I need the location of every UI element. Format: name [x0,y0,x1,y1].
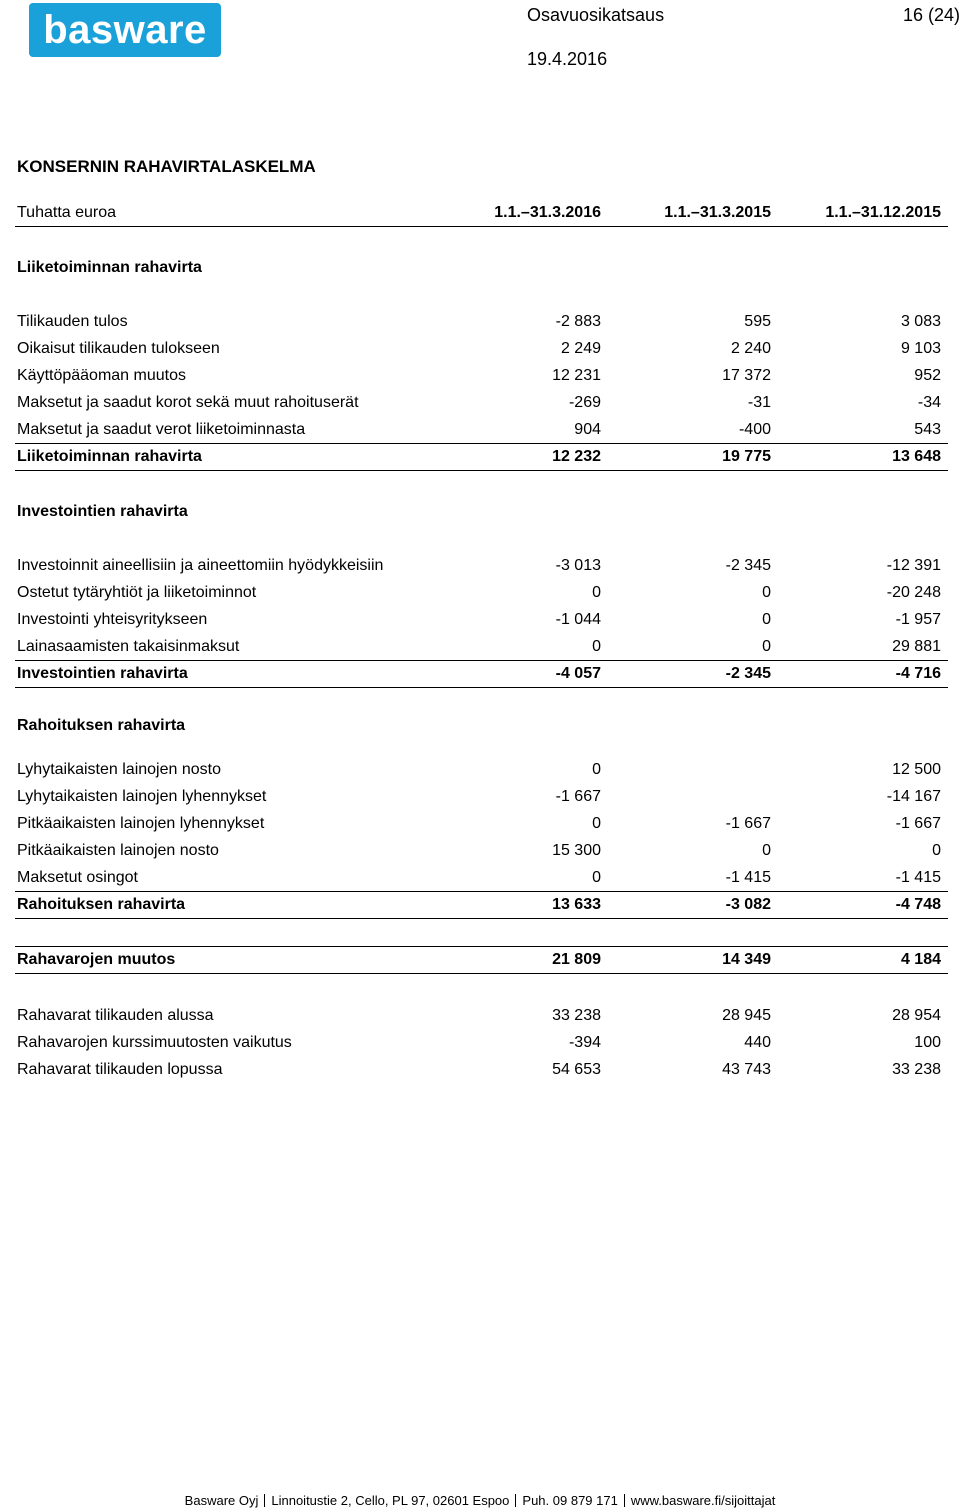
row-value: -34 [917,394,941,411]
row-value: 440 [744,1034,771,1051]
row-value: -269 [568,394,601,411]
row-value: -3 082 [725,896,771,913]
row-value: 543 [914,421,941,438]
row-value: 14 349 [722,951,771,968]
row-value: 17 372 [722,367,771,384]
row-value: -3 013 [555,557,601,574]
footer-phone: Puh. 09 879 171 [522,1493,618,1508]
row-label: Oikaisut tilikauden tulokseen [17,340,220,357]
row-value: 54 653 [552,1061,601,1078]
table-row [15,553,948,579]
row-value: 12 500 [892,761,941,778]
row-value: -1 957 [895,611,941,628]
row-value: -4 716 [895,665,941,682]
row-value: 100 [914,1034,941,1051]
row-value: 0 [592,761,601,778]
section-heading-financing: Rahoituksen rahavirta [17,717,186,734]
row-value: 29 881 [892,638,941,655]
row-value: 28 954 [892,1007,941,1024]
table-row [15,757,948,783]
row-label: Maksetut ja saadut verot liiketoiminnasta [17,421,306,438]
table-row [15,634,948,661]
row-value: -1 415 [725,869,771,886]
row-value: 0 [592,638,601,655]
total-row-cash-change [15,946,948,974]
footer-company: Basware Oyj [184,1493,259,1508]
row-value: 28 945 [722,1007,771,1024]
table-row [15,1057,948,1083]
row-value: 2 249 [560,340,601,357]
row-value: 13 633 [552,896,601,913]
row-value: -1 667 [895,815,941,832]
row-value: 12 232 [552,448,601,465]
total-row-investing [15,661,948,688]
page-footer [0,1493,960,1508]
row-value: -1 415 [895,869,941,886]
row-value: 13 648 [892,448,941,465]
table-row [15,580,948,606]
row-value: -1 044 [555,611,601,628]
unit-label: Tuhatta euroa [17,204,117,221]
row-value: -4 057 [555,665,601,682]
row-value: 0 [762,842,771,859]
column-header: 1.1.–31.3.2016 [494,204,601,221]
row-label: Rahavarojen muutos [17,951,176,968]
row-label: Investointi yhteisyritykseen [17,611,208,628]
table-row [15,607,948,633]
footer-separator [264,1494,265,1507]
row-label: Maksetut ja saadut korot sekä muut rahoituserät [17,394,359,411]
table-row [15,363,948,389]
row-value: 0 [762,584,771,601]
row-label: Käyttöpääoman muutos [17,367,186,384]
row-label: Lainasaamisten takaisinmaksut [17,638,240,655]
column-header-row [15,200,948,227]
row-value: 904 [574,421,601,438]
row-label: Lyhytaikaisten lainojen lyhennykset [17,788,267,805]
row-label: Lyhytaikaisten lainojen nosto [17,761,221,778]
row-value: 15 300 [552,842,601,859]
row-value: -2 345 [725,665,771,682]
statement-title: KONSERNIN RAHAVIRTALASKELMA [17,157,316,176]
table-row [15,865,948,892]
page-number: 16 (24) [902,5,960,25]
row-value: -400 [738,421,771,438]
basware-logo: basware [29,3,221,57]
row-label: Rahavarat tilikauden alussa [17,1007,214,1024]
table-row [15,1030,948,1056]
row-value: 952 [914,367,941,384]
document-date: 19.4.2016 [527,49,608,69]
row-value: 0 [592,584,601,601]
row-value: -12 391 [886,557,941,574]
row-value: 33 238 [892,1061,941,1078]
row-label: Maksetut osingot [17,869,138,886]
row-label: Rahavarat tilikauden lopussa [17,1061,223,1078]
row-value: 3 083 [900,313,941,330]
row-value: 0 [762,611,771,628]
row-value: 43 743 [722,1061,771,1078]
document-title: Osavuosikatsaus [527,5,665,25]
row-value: 0 [762,638,771,655]
row-label: Pitkäaikaisten lainojen lyhennykset [17,815,265,832]
row-value: -2 883 [555,313,601,330]
row-value: 595 [744,313,771,330]
row-label: Rahoituksen rahavirta [17,896,186,913]
row-label: Investoinnit aineellisiin ja aineettomiin hyödykkeisiin [17,557,384,574]
table-row [15,838,948,864]
table-row [15,784,948,810]
table-row [15,390,948,416]
row-label: Tilikauden tulos [17,313,128,330]
row-value: 9 103 [900,340,941,357]
row-value: 0 [592,869,601,886]
footer-separator [624,1494,625,1507]
table-row [15,1003,948,1029]
column-header: 1.1.–31.3.2015 [664,204,771,221]
row-label: Liiketoiminnan rahavirta [17,448,202,465]
row-value: -2 345 [725,557,771,574]
row-value: -1 667 [555,788,601,805]
row-value: -394 [568,1034,601,1051]
row-value: 12 231 [552,367,601,384]
table-row [15,309,948,335]
row-value: -1 667 [725,815,771,832]
table-row [15,336,948,362]
total-row-financing [15,892,948,919]
row-value: -20 248 [886,584,941,601]
row-value: 4 184 [900,951,941,968]
column-header: 1.1.–31.12.2015 [825,204,941,221]
row-label: Pitkäaikaisten lainojen nosto [17,842,219,859]
row-value: 0 [932,842,941,859]
footer-web-link[interactable]: www.basware.fi/sijoittajat [630,1493,776,1508]
row-value: -31 [747,394,771,411]
row-label: Investointien rahavirta [17,665,188,682]
row-label: Ostetut tytäryhtiöt ja liiketoiminnot [17,584,257,601]
total-row-operating [15,444,948,471]
row-value: 2 240 [730,340,771,357]
table-row [15,417,948,444]
row-value: 21 809 [552,951,601,968]
row-value: -14 167 [886,788,941,805]
section-heading-operating: Liiketoiminnan rahavirta [17,259,202,276]
row-value: 19 775 [722,448,771,465]
row-value: 0 [592,815,601,832]
table-row [15,811,948,837]
row-label: Rahavarojen kurssimuutosten vaikutus [17,1034,292,1051]
row-value: 33 238 [552,1007,601,1024]
row-value: -4 748 [895,896,941,913]
section-heading-investing: Investointien rahavirta [17,503,188,520]
footer-separator [515,1494,516,1507]
footer-address: Linnoitustie 2, Cello, PL 97, 02601 Espoo [271,1493,510,1508]
